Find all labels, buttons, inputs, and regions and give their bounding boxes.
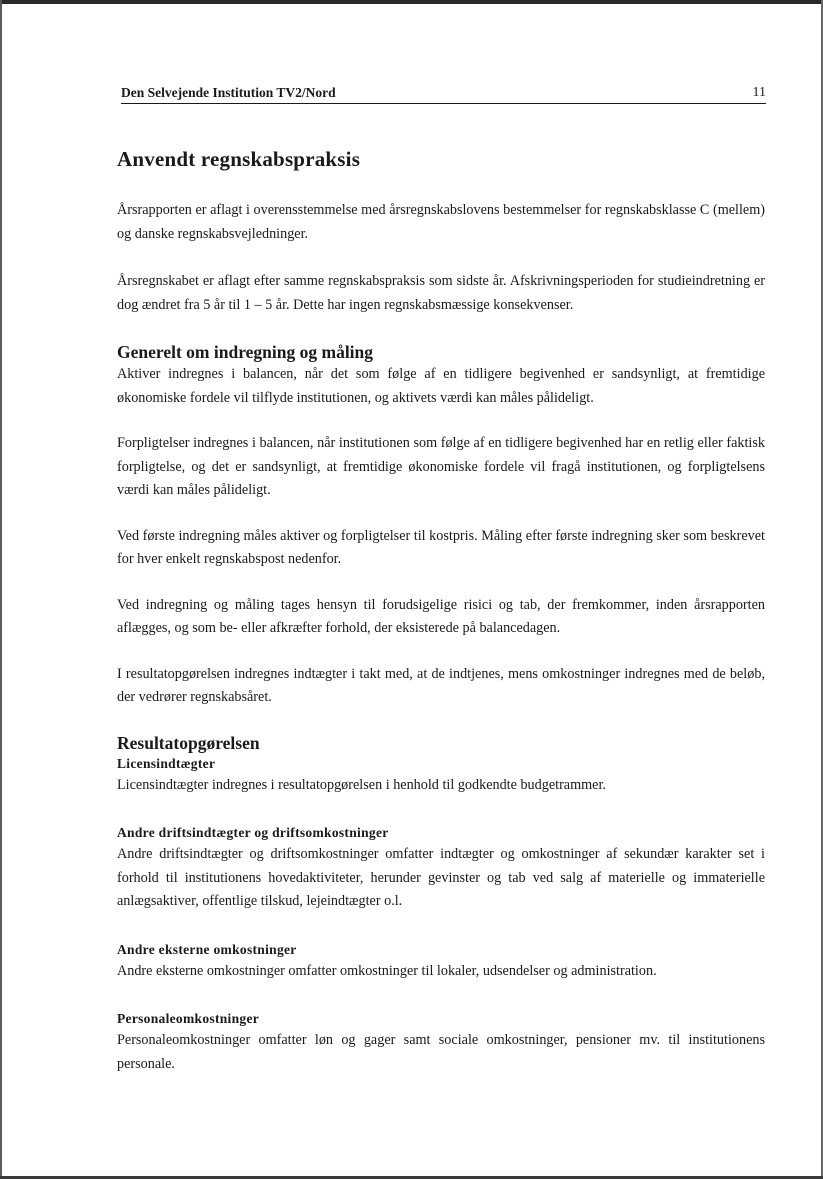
page-number: 11: [752, 85, 766, 100]
subheading-external-costs: Andre eksterne omkostninger: [117, 941, 297, 957]
intro-paragraph-1: Årsrapporten er aflagt i overensstemmelse med årsregnskabslovens bestemmelser for regnskabsklasse C (mellem) og danske regnskabsvejledninger.: [117, 202, 765, 242]
general-paragraph-4: Ved indregning og måling tages hensyn til forudsigelige risici og tab, der fremkommer, inden årsrapporten aflægges, og som be- eller afkræfter forhold, der eksisterede på balancedagen.: [117, 596, 765, 636]
scan-edge-top: [0, 0, 823, 4]
license-income-text: Licensindtægter indregnes i resultatopgørelsen i henhold til godkendte budgetrammer.: [117, 776, 606, 793]
other-operating-text: Andre driftsindtægter og driftsomkostninger omfatter indtægter og omkostninger af sekundær karakter set i forhold til institutionens hovedaktiviteter, herunder gevinster og tab ved salg af materielle og immaterielle anlægsaktiver, offentlige tilskud, lejeindtægter o.l.: [117, 846, 765, 909]
subheading-license-income: Licensindtægter: [117, 755, 216, 771]
general-paragraph-5: I resultatopgørelsen indregnes indtægter i takt med, at de indtjenes, mens omkostninger indregnes med de beløb, der vedrører regnskabsåret.: [117, 665, 765, 705]
subheading-staff-costs: Personaleomkostninger: [117, 1011, 260, 1026]
header-organization: Den Selvejende Institution TV2/Nord: [121, 85, 336, 100]
section-heading-income-statement: Resultatopgørelsen: [117, 732, 260, 753]
header-divider: [121, 103, 766, 104]
scan-edge-left: [0, 0, 2, 1179]
general-paragraph-2: Forpligtelser indregnes i balancen, når institutionen som følge af en tidligere begivenhed har en retlig eller faktisk forpligtelse, og det er sandsynligt, at fremtidige økonomiske fordele vil fragå institutionen, og forpligtelsens værdi kan måles pålideligt.: [117, 435, 765, 498]
page-content: [117, 145, 765, 1076]
page-header: [121, 85, 766, 105]
section-heading-general: Generelt om indregning og måling: [117, 342, 374, 362]
page-title: Anvendt regnskabspraksis: [117, 147, 361, 171]
intro-paragraph-2: Årsregnskabet er aflagt efter samme regnskabspraksis som sidste år. Afskrivningsperioden for studieindretning er dog ændret fra 5 år til 1 – 5 år. Dette har ingen regnskabsmæssige konsekvenser.: [117, 273, 765, 313]
general-paragraph-3: Ved første indregning måles aktiver og forpligtelser til kostpris. Måling efter første indregning sker som beskrevet for hver enkelt regnskabspost nedenfor.: [117, 527, 765, 567]
external-costs-text: Andre eksterne omkostninger omfatter omkostninger til lokaler, udsendelser og administration.: [117, 962, 657, 979]
general-paragraph-1: Aktiver indregnes i balancen, når det som følge af en tidligere begivenhed er sandsynligt, at fremtidige økonomiske fordele vil tilflyde institutionen, og aktivets værdi kan måles pålideligt.: [117, 366, 765, 406]
staff-costs-text: Personaleomkostninger omfatter løn og gager samt sociale omkostninger, pensioner mv. til institutionens personale.: [117, 1032, 765, 1072]
subheading-other-operating: Andre driftsindtægter og driftsomkostninger: [117, 825, 389, 840]
